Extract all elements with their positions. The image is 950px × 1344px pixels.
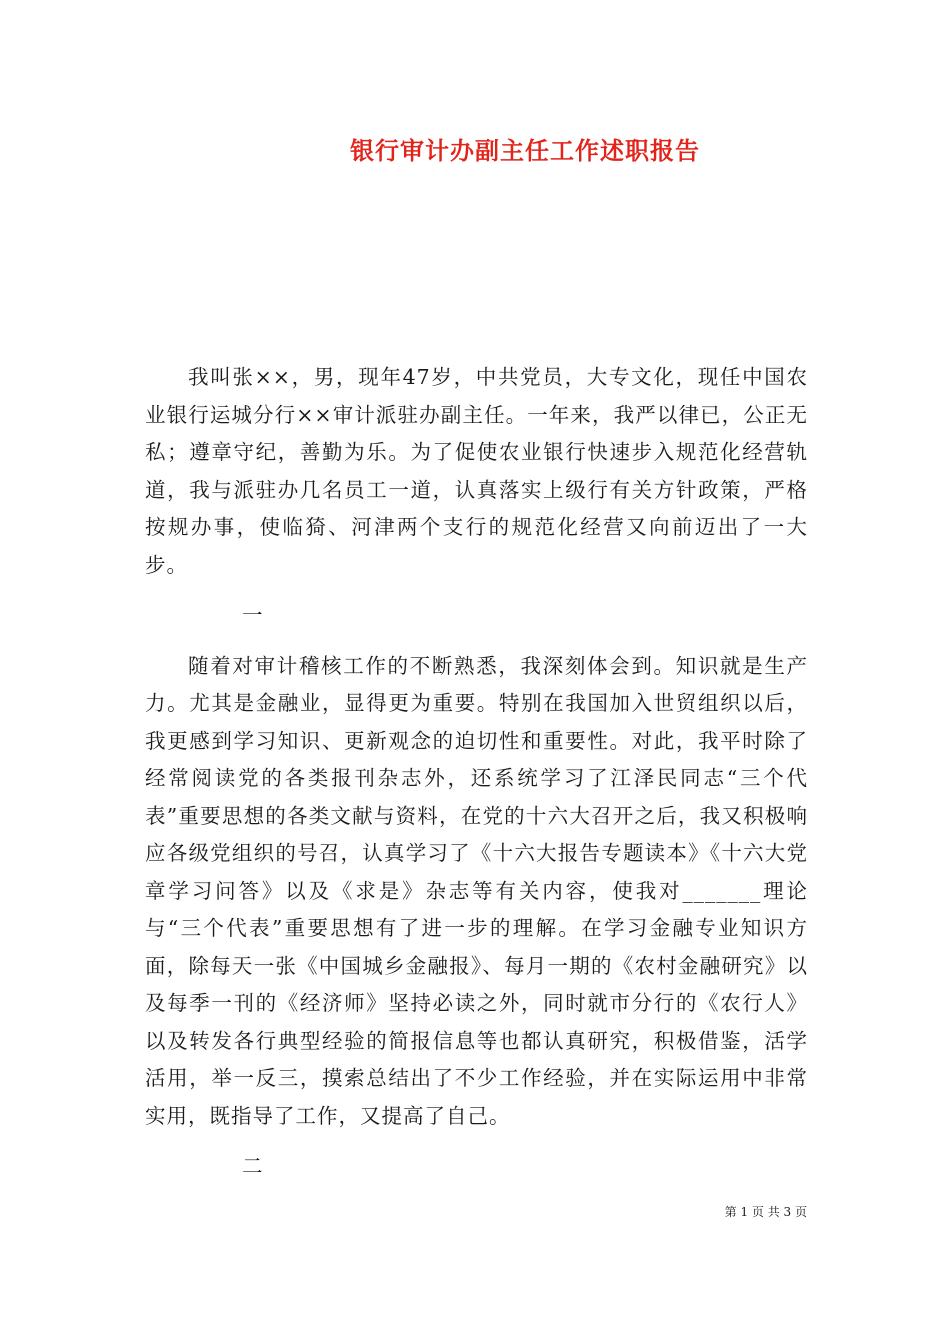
section-heading-1: 一 [242, 603, 264, 627]
section-1-paragraph: 随着对审计稽核工作的不断熟悉，我深刻体会到。知识就是生产力。尤其是金融业，显得更为重要。特别在我国加入世贸组织以后，我更感到学习知识、更新观念的迫切性和重要性。对此，我平时除了经常阅读党的各类报刊杂志外，还系统学习了江泽民同志“三个代表”重要思想的各类文献与资料，在党的十六大召开之后，我又积极响应各级党组织的号召，认真学习了《十六大报告专题读本》《十六大党章学习问答》以及《求是》杂志等有关内容，使我对_______理论与“三个代表”重要思想有了进一步的理解。在学习金融专业知识方面，除每天一张《中国城乡金融报》、每月一期的《农村金融研究》以及每季一刊的《经济师》坚持必读之外，同时就市分行的《农行人》以及转发各行典型经验的简报信息等也都认真研究，积极借鉴，活学活用，举一反三，摸索总结出了不少工作经验，并在实际运用中非常实用，既指导了工作，又提高了自己。 [145, 653, 808, 1128]
section-heading-2: 二 [242, 1154, 264, 1178]
document-title: 银行审计办副主任工作述职报告 [350, 136, 700, 165]
document-body [145, 359, 808, 1186]
page-number-footer: 第 1 页 共 3 页 [724, 1205, 807, 1219]
intro-paragraph: 我叫张××，男，现年47岁，中共党员，大专文化，现任中国农业银行运城分行××审计派驻办副主任。一年来，我严以律已，公正无私；遵章守纪，善勤为乐。为了促使农业银行快速步入规范化经营轨道，我与派驻办几名员工一道，认真落实上级行有关方针政策，严格按规办事，使临猗、河津两个支行的规范化经营又向前迈出了一大步。 [145, 365, 808, 577]
